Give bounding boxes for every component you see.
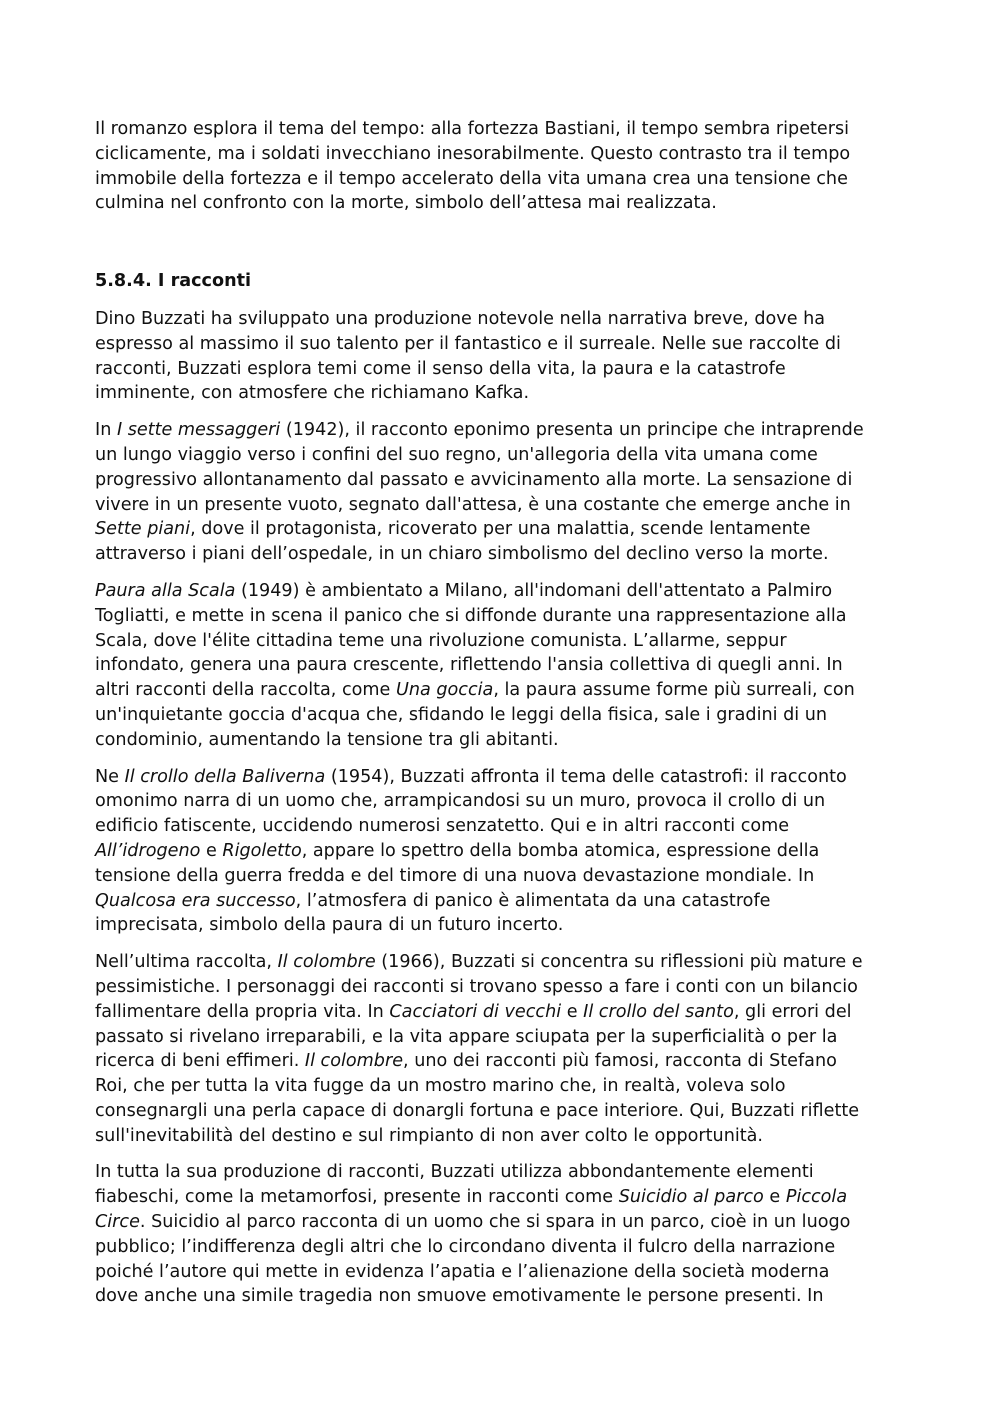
text-line (95, 765, 913, 790)
text-run: Ne (95, 766, 125, 787)
italic-title: Piccola (785, 1187, 848, 1208)
text-run: imminente, con atmosfere che richiamano Kafka. (95, 383, 530, 404)
text-line (95, 1074, 913, 1099)
paragraph-5 (95, 765, 913, 939)
text-run: un'inquietante goccia d'acqua che, sfidando le leggi della fisica, sale i gradini di un (95, 704, 828, 725)
text-run: Scala, dove l'élite cittadina teme una rivoluzione comunista. L’allarme, seppur (95, 630, 787, 651)
italic-title: Una goccia (395, 680, 494, 701)
text-run: e (200, 840, 223, 861)
text-run: dove anche una simile tragedia non smuove emotivamente le persone presenti. In (95, 1286, 824, 1307)
text-run: omonimo narra di un uomo che, arrampicandosi su un muro, provoca il crollo di un (95, 791, 826, 812)
text-line (95, 864, 913, 889)
text-run: un lungo viaggio verso i confini del suo regno, un'allegoria della vita umana come (95, 444, 818, 465)
text-line (95, 307, 913, 332)
italic-title: Il crollo del santo (583, 1001, 734, 1022)
text-run: consegnargli una perla capace di donargli fortuna e pace interiore. Qui, Buzzati riflette (95, 1100, 860, 1121)
text-run: , gli errori del (733, 1001, 852, 1022)
text-line (95, 629, 913, 654)
text-run: e (763, 1187, 786, 1208)
text-line (95, 1124, 913, 1149)
text-line (95, 1185, 913, 1210)
text-line (95, 418, 913, 443)
text-run: infondato, genera una paura crescente, riflettendo l'ansia collettiva di quegli anni. In (95, 655, 843, 676)
text-run: Dino Buzzati ha sviluppato una produzione notevole nella narrativa breve, dove ha (95, 308, 826, 329)
text-line (95, 728, 913, 753)
text-line (95, 950, 913, 975)
text-run: condominio, aumentando la tensione tra gli abitanti. (95, 729, 559, 750)
text-line (95, 913, 913, 938)
text-run: poiché l’autore qui mette in evidenza l’apatia e l’alienazione della società moderna (95, 1261, 830, 1282)
text-run: passato si rivelano irreparabili, e la vita appare sciupata per la superficialità o per la (95, 1026, 838, 1047)
section-heading (95, 269, 913, 294)
italic-title: Rigoletto (222, 840, 302, 861)
text-line (95, 579, 913, 604)
text-line (95, 167, 913, 192)
italic-title: Il colombre (304, 1051, 404, 1072)
text-run: altri racconti della raccolta, come (95, 680, 396, 701)
text-run: , dove il protagonista, ricoverato per una malattia, scende lentamente (190, 519, 811, 540)
text-line (95, 468, 913, 493)
italic-title: Il colombre (277, 952, 376, 973)
text-line (95, 839, 913, 864)
text-line (95, 542, 913, 567)
text-line (95, 1049, 913, 1074)
text-run: pessimistiche. I personaggi dei racconti si trovano spesso a fare i conti con un bilancio (95, 976, 858, 997)
text-line (95, 789, 913, 814)
text-run: , l’atmosfera di panico è alimentata da una catastrofe (295, 890, 771, 911)
paragraph-4 (95, 579, 913, 753)
paragraph-6 (95, 950, 913, 1148)
text-run: Il romanzo esplora il tema del tempo: alla fortezza Bastiani, il tempo sembra ripetersi (95, 119, 850, 139)
text-line (95, 1260, 913, 1285)
text-run: (1942), il racconto eponimo presenta un principe che intraprende (280, 420, 864, 441)
text-run: pubblico; l’indifferenza degli altri che lo circondano diventa il fulcro della narrazione (95, 1236, 836, 1257)
text-run: vivere in un presente vuoto, segnato dall'attesa, è una costante che emerge anche in (95, 494, 851, 515)
text-run: attraverso i piani dell’ospedale, in un chiaro simbolismo del declino verso la morte. (95, 544, 829, 565)
text-run: In tutta la sua produzione di racconti, Buzzati utilizza abbondantemente elementi (95, 1162, 814, 1183)
italic-title: Cacciatori di vecchi (389, 1001, 562, 1022)
text-run: espresso al massimo il suo talento per il fantastico e il surreale. Nelle sue raccolte di (95, 333, 841, 354)
text-run: e (561, 1001, 584, 1022)
italic-title: I sette messaggeri (116, 420, 281, 441)
text-run: culmina nel confronto con la morte, simbolo dell’attesa mai realizzata. (95, 193, 717, 214)
text-line (95, 493, 913, 518)
text-line (95, 191, 913, 216)
text-run: (1966), Buzzati si concentra su riflessioni più mature e (375, 952, 863, 973)
text-run: (1954), Buzzati affronta il tema delle catastrofi: il racconto (325, 766, 847, 787)
paragraph-7 (95, 1160, 913, 1309)
text-line (95, 975, 913, 1000)
section-title: I racconti (151, 271, 252, 292)
text-run: Togliatti, e mette in scena il panico che si diffonde durante una rappresentazione alla (95, 605, 847, 626)
document-page (95, 117, 913, 1321)
text-run: . Suicidio al parco racconta di un uomo che si spara in un parco, cioè in un luogo (139, 1212, 851, 1233)
text-line (95, 1000, 913, 1025)
text-line (95, 653, 913, 678)
text-run: , la paura assume forme più surreali, con (493, 680, 855, 701)
text-run: edificio fatiscente, uccidendo numerosi senzatetto. Qui e in altri racconti come (95, 816, 790, 837)
text-run: ricerca di beni effimeri. (95, 1051, 305, 1072)
text-line (95, 703, 913, 728)
text-line (95, 357, 913, 382)
paragraph-3 (95, 418, 913, 567)
text-run: ciclicamente, ma i soldati invecchiano inesorabilmente. Questo contrasto tra il tempo (95, 143, 851, 164)
italic-title: Qualcosa era successo (95, 890, 296, 911)
text-run: Roi, che per tutta la vita fugge da un mostro marino che, in realtà, voleva solo (95, 1076, 786, 1097)
text-line (95, 1210, 913, 1235)
italic-title: Il crollo della Baliverna (124, 766, 326, 787)
text-line (95, 443, 913, 468)
text-run: , uno dei racconti più famosi, racconta di Stefano (403, 1051, 837, 1072)
text-line (95, 142, 913, 167)
paragraph-2 (95, 307, 913, 406)
text-line (95, 1284, 913, 1309)
italic-title: Circe (95, 1212, 140, 1233)
section-number-separator: . (145, 271, 152, 292)
text-run: , appare lo spettro della bomba atomica, espressione della (301, 840, 820, 861)
italic-title: All’idrogeno (95, 840, 201, 861)
text-run: fiabeschi, come la metamorfosi, presente in racconti come (95, 1187, 619, 1208)
text-line (95, 381, 913, 406)
text-run: immobile della fortezza e il tempo accelerato della vita umana crea una tensione che (95, 168, 848, 189)
italic-title: Suicidio al parco (618, 1187, 764, 1208)
italic-title: Paura alla Scala (95, 580, 236, 601)
italic-title: Sette piani (95, 519, 191, 540)
text-line (95, 1160, 913, 1185)
text-run: In (95, 420, 117, 441)
text-line (95, 1025, 913, 1050)
text-line (95, 889, 913, 914)
text-line (95, 604, 913, 629)
paragraph-1 (95, 117, 913, 216)
section-number: 5.8.4 (95, 271, 146, 292)
text-run: (1949) è ambientato a Milano, all'indomani dell'attentato a Palmiro (235, 580, 833, 601)
text-line (95, 814, 913, 839)
text-run: imprecisata, simbolo della paura di un futuro incerto. (95, 915, 564, 936)
text-run: progressivo allontanamento dal passato e avvicinamento alla morte. La sensazione di (95, 469, 853, 490)
text-line (95, 678, 913, 703)
text-run: Nell’ultima raccolta, (95, 952, 278, 973)
text-run: racconti, Buzzati esplora temi come il senso della vita, la paura e la catastrofe (95, 358, 786, 379)
text-run: tensione della guerra fredda e del timore di una nuova devastazione mondiale. In (95, 865, 815, 886)
text-line (95, 1235, 913, 1260)
text-run: sull'inevitabilità del destino e sul rimpianto di non aver colto le opportunità. (95, 1125, 764, 1146)
text-line (95, 332, 913, 357)
text-line (95, 1099, 913, 1124)
text-line (95, 517, 913, 542)
text-run: fallimentare della propria vita. In (95, 1001, 390, 1022)
text-line (95, 117, 913, 142)
